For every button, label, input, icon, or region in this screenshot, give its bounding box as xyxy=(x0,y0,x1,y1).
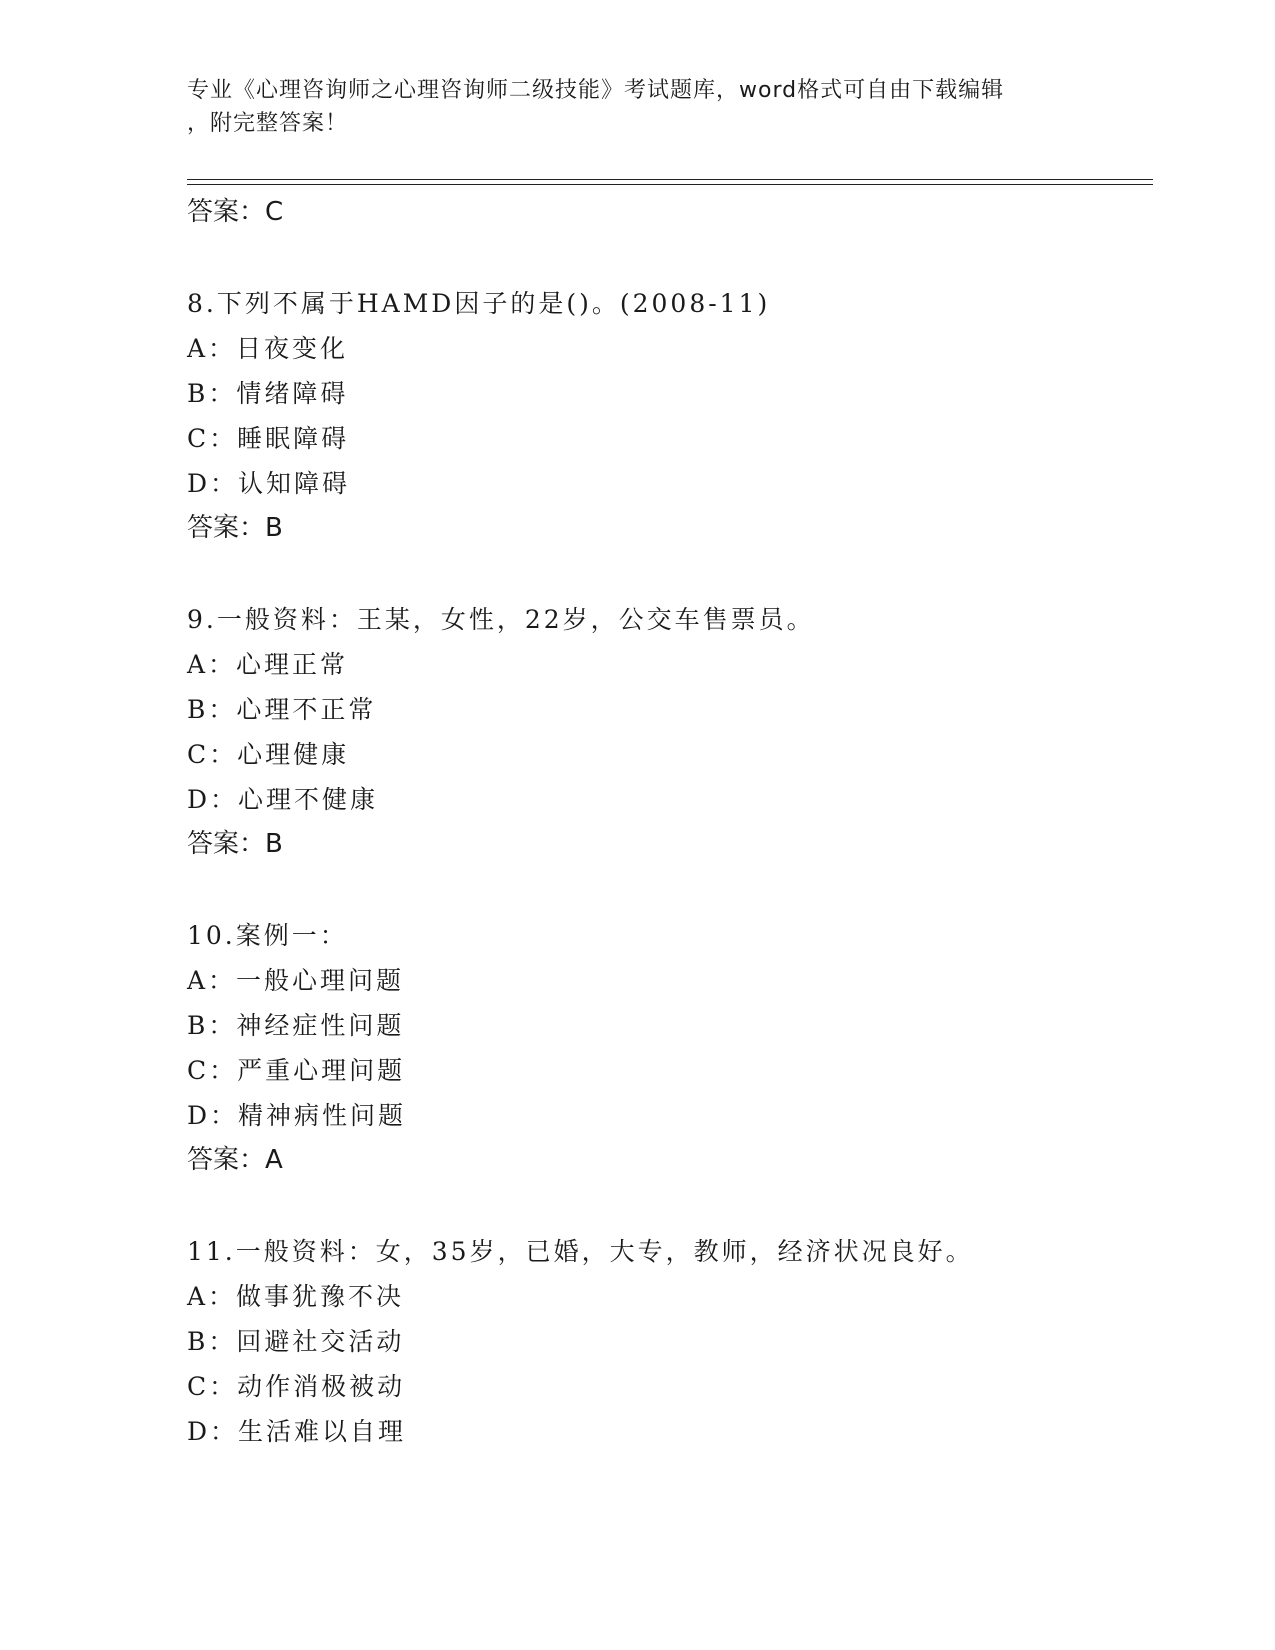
question-answer: 答案：B xyxy=(187,829,283,859)
question-answer: 答案：B xyxy=(187,513,283,543)
header-divider-bottom xyxy=(187,184,1153,185)
option-c: C：心理健康 xyxy=(187,740,350,769)
question-stem: 8.下列不属于HAMD因子的是()。(2008-11) xyxy=(187,289,771,318)
document-header: 专业《心理咨询师之心理咨询师二级技能》考试题库，word格式可自由下载编辑 ，附完整答案！ xyxy=(187,78,1005,136)
spacer xyxy=(187,1183,1147,1229)
question-item xyxy=(187,913,1147,1183)
option-a: A：一般心理问题 xyxy=(187,966,405,995)
question-item xyxy=(187,597,1147,867)
option-a: A：做事犹豫不决 xyxy=(187,1282,405,1311)
question-stem: 11.一般资料：女，35岁，已婚，大专，教师，经济状况良好。 xyxy=(187,1237,974,1266)
option-d: D：精神病性问题 xyxy=(187,1101,407,1130)
question-item xyxy=(187,1229,1147,1454)
option-c: C：动作消极被动 xyxy=(187,1372,406,1401)
option-d: D：心理不健康 xyxy=(187,785,379,814)
option-a: A：日夜变化 xyxy=(187,334,349,363)
question-list xyxy=(187,190,1147,1454)
question-stem: 10.案例一： xyxy=(187,921,348,950)
spacer xyxy=(187,867,1147,913)
previous-answer: 答案：C xyxy=(187,197,284,227)
option-b: B：情绪障碍 xyxy=(187,379,349,408)
option-d: D：生活难以自理 xyxy=(187,1417,407,1446)
spacer xyxy=(187,235,1147,281)
spacer xyxy=(187,551,1147,597)
option-d: D：认知障碍 xyxy=(187,469,351,498)
option-a: A：心理正常 xyxy=(187,650,349,679)
option-c: C：睡眠障碍 xyxy=(187,424,350,453)
question-answer: 答案：A xyxy=(187,1145,283,1175)
option-b: B：神经症性问题 xyxy=(187,1011,405,1040)
header-divider-top xyxy=(187,179,1153,180)
option-b: B：回避社交活动 xyxy=(187,1327,405,1356)
option-b: B：心理不正常 xyxy=(187,695,377,724)
option-c: C：严重心理问题 xyxy=(187,1056,406,1085)
question-stem: 9.一般资料：王某，女性，22岁，公交车售票员。 xyxy=(187,605,815,634)
question-item xyxy=(187,281,1147,551)
